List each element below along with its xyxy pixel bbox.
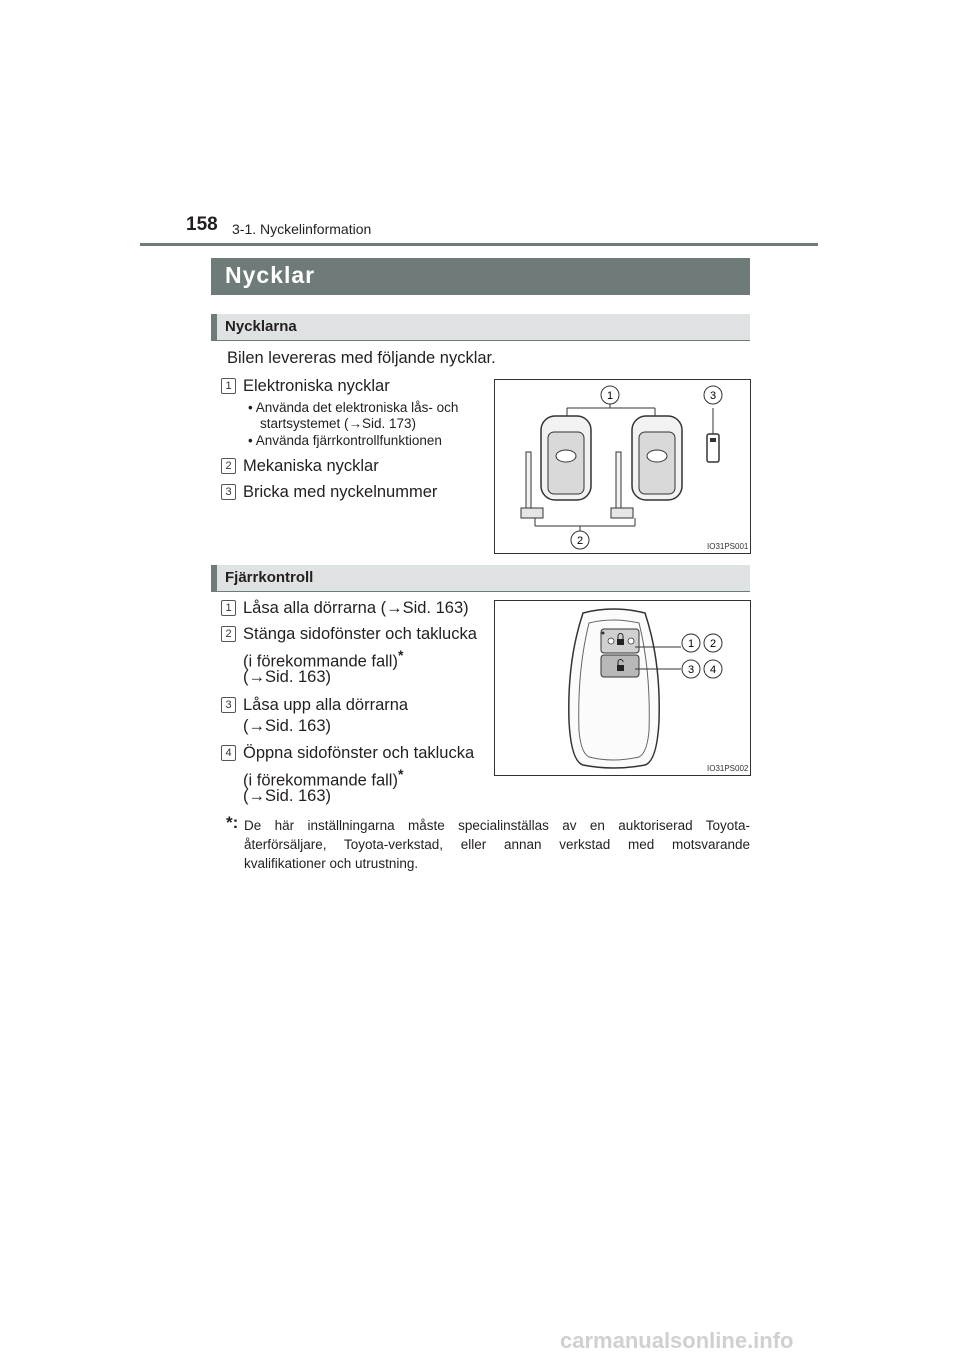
item-number: 3 — [221, 697, 236, 713]
footnote-text: De här inställningarna måste specialinställas av en auktoriserad Toyota-återförsäljare, Toyota-verkstad, eller annan verkstad med motsvarande kvalifikationer och utrustning. — [244, 818, 750, 871]
page-title: Nycklar — [225, 262, 316, 288]
item-label: (→Sid. 163) — [243, 787, 332, 805]
item-label: Låsa alla dörrarna (→Sid. 163) — [243, 599, 469, 617]
section-heading-label: Nycklarna — [225, 318, 297, 335]
item-label: (→Sid. 163) — [243, 668, 332, 686]
watermark-text: carmanualsonline.info — [560, 1328, 794, 1353]
callout-label: 1 — [606, 390, 614, 402]
callout-label: 3 — [687, 664, 695, 676]
callout-label: 3 — [709, 390, 717, 402]
item-label: Mekaniska nycklar — [243, 457, 379, 475]
item-number: 4 — [221, 745, 236, 761]
item-number: 2 — [221, 626, 236, 642]
item-number: 3 — [221, 484, 236, 500]
footnote-star: * — [397, 766, 404, 782]
bullet-text: • Använda fjärrkontrollfunktionen — [248, 433, 442, 448]
remote-illustration — [495, 601, 750, 775]
callout-label: 2 — [576, 535, 584, 547]
section-heading-label: Fjärrkontroll — [225, 569, 314, 586]
item-number: 2 — [221, 458, 236, 474]
item-label: (→Sid. 163) — [243, 717, 332, 735]
keys-illustration — [495, 380, 750, 553]
item-label: Öppna sidofönster och taklucka — [243, 744, 475, 762]
callout-label: 2 — [709, 638, 717, 650]
page-number: 158 — [186, 214, 218, 235]
figure-code: IO31PS002 — [707, 764, 749, 773]
item-number: 1 — [221, 378, 236, 394]
footnote-star: * — [397, 647, 404, 663]
footnote-mark: *: — [226, 813, 239, 832]
section-heading-remote — [211, 565, 750, 592]
item-label: Låsa upp alla dörrarna — [243, 696, 409, 714]
section-heading-keys — [211, 314, 750, 341]
callout-label: 4 — [709, 664, 717, 676]
item-label: (i förekommande fall)* — [243, 647, 404, 671]
item-label: Stänga sidofönster och taklucka — [243, 625, 477, 643]
chapter-title: 3-1. Nyckelinformation — [232, 221, 372, 237]
item-number: 1 — [221, 600, 236, 616]
item-label: Bricka med nyckelnummer — [243, 483, 438, 501]
page-title-bar — [211, 258, 750, 295]
keys-figure — [494, 379, 751, 554]
callout-label: 1 — [687, 638, 695, 650]
intro-text: Bilen levereras med följande nycklar. — [227, 349, 496, 367]
bullet-text: • Använda det elektroniska lås- och — [248, 400, 459, 415]
bullet-text: startsystemet (→Sid. 173) — [260, 416, 417, 431]
figure-code: IO31PS001 — [707, 542, 749, 551]
remote-figure — [494, 600, 751, 776]
item-label: Elektroniska nycklar — [243, 377, 390, 395]
item-label: (i förekommande fall)* — [243, 766, 404, 790]
header-rule — [140, 243, 818, 246]
